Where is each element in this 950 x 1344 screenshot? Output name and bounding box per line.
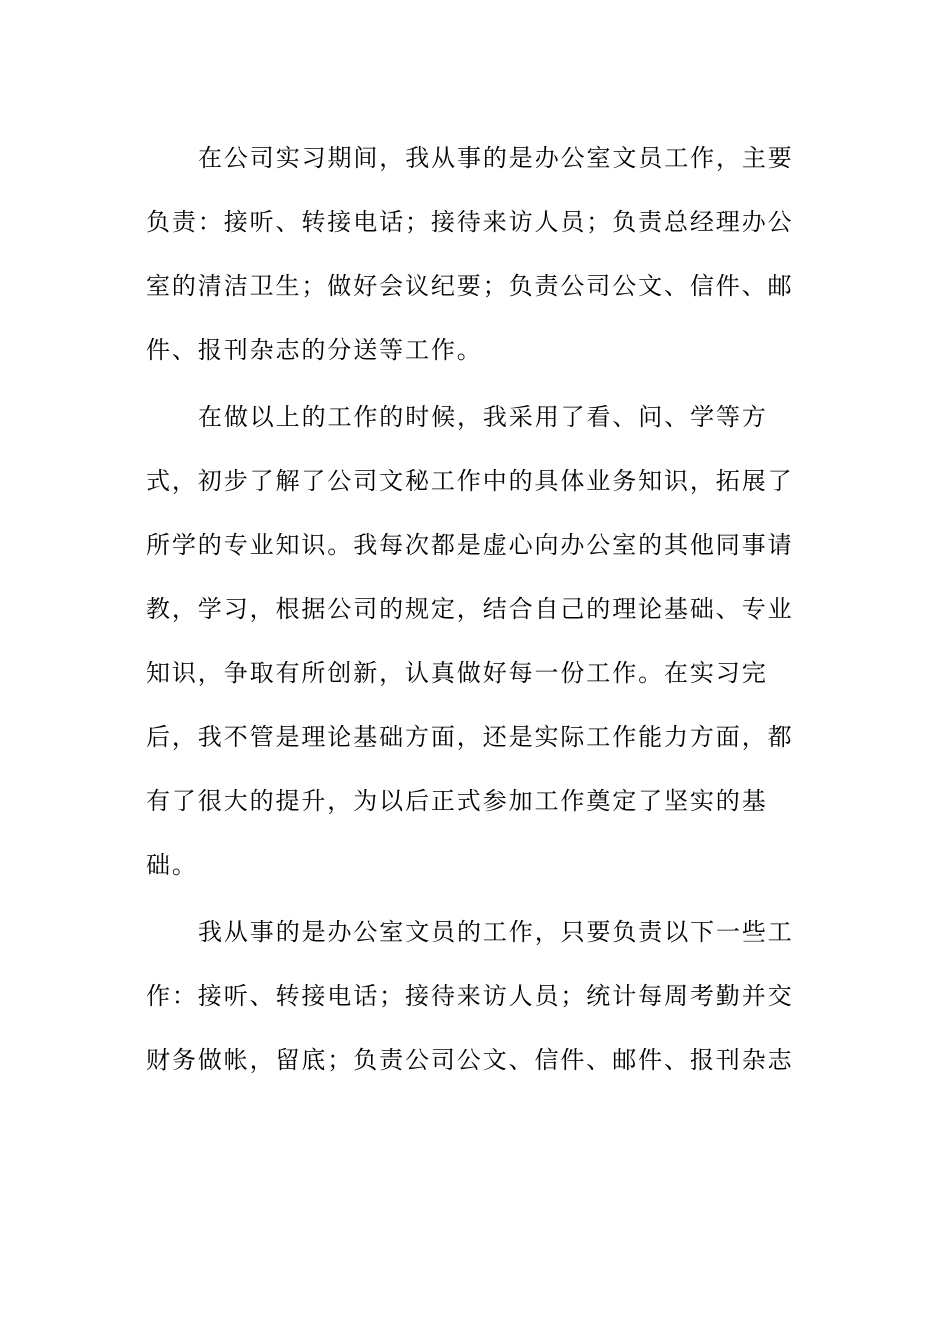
text-line: 后，我不管是理论基础方面，还是实际工作能力方面，都 — [146, 723, 794, 751]
text-line: 作：接听、转接电话；接待来访人员；统计每周考勤并交 — [146, 982, 794, 1010]
paragraph-1 — [146, 126, 794, 382]
text-line: 教，学习，根据公司的规定，结合自己的理论基础、专业 — [146, 595, 794, 623]
text-line: 财务做帐，留底；负责公司公文、信件、邮件、报刊杂志 — [146, 1046, 794, 1074]
text-line: 有了很大的提升，为以后正式参加工作奠定了坚实的基 — [146, 787, 768, 815]
paragraph-3 — [146, 900, 794, 1092]
text-line: 知识，争取有所创新，认真做好每一份工作。在实习完 — [146, 659, 768, 687]
text-line: 件、报刊杂志的分送等工作。 — [146, 336, 483, 364]
paragraph-2 — [146, 385, 794, 897]
text-line: 在公司实习期间，我从事的是办公室文员工作，主要 — [198, 144, 794, 172]
document-body — [146, 126, 794, 1092]
text-line: 础。 — [146, 851, 198, 879]
text-line: 室的清洁卫生；做好会议纪要；负责公司公文、信件、邮 — [146, 272, 794, 300]
text-line: 负责：接听、转接电话；接待来访人员；负责总经理办公 — [146, 208, 794, 236]
text-line: 所学的专业知识。我每次都是虚心向办公室的其他同事请 — [146, 531, 794, 559]
text-line: 式，初步了解了公司文秘工作中的具体业务知识，拓展了 — [146, 467, 794, 495]
text-line: 我从事的是办公室文员的工作，只要负责以下一些工 — [198, 918, 794, 946]
text-line: 在做以上的工作的时候，我采用了看、问、学等方 — [198, 403, 768, 431]
